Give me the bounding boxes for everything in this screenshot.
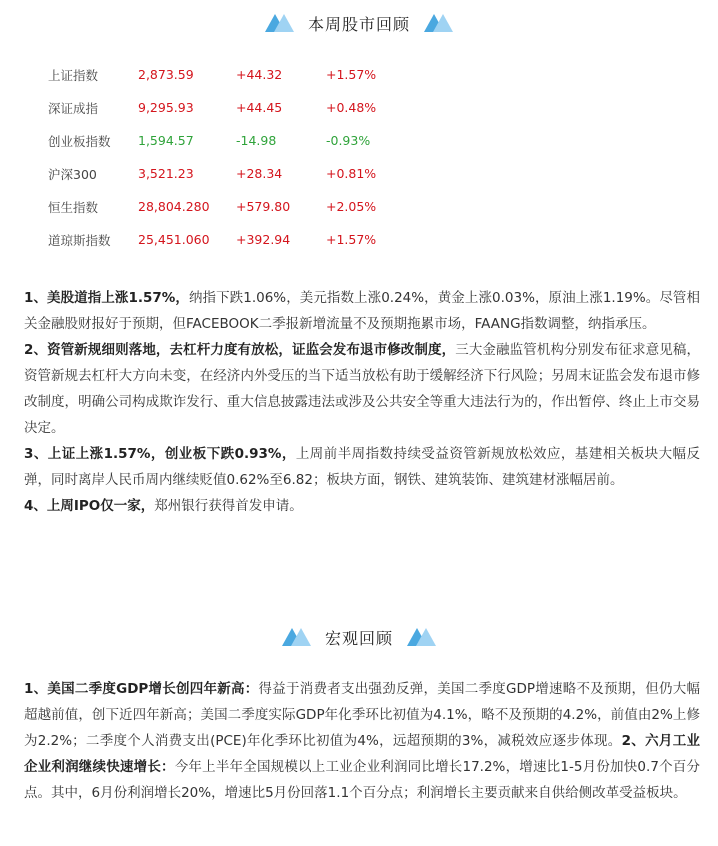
triangle-icon xyxy=(282,628,311,646)
index-name: 上证指数 xyxy=(48,67,99,83)
macro-news xyxy=(24,676,700,806)
news-headline: 3、上证上涨1.57%，创业板下跌0.93%， xyxy=(24,446,296,462)
news-headline: 1、美股道指上涨1.57%， xyxy=(24,290,189,306)
index-change: +392.94 xyxy=(236,232,291,247)
market-row xyxy=(30,124,690,157)
index-value: 9,295.93 xyxy=(138,100,194,115)
news-headline: 2、资管新规细则落地，去杠杆力度有放松，证监会发布退市修改制度， xyxy=(24,342,456,358)
index-pct: +1.57% xyxy=(326,67,377,82)
market-table xyxy=(30,58,690,256)
macro-headline-1: 1、美国二季度GDP增长创四年新高： xyxy=(24,681,259,697)
macro-section-header xyxy=(0,622,718,652)
macro-section-title: 宏观回顾 xyxy=(324,628,393,648)
news-item xyxy=(24,493,700,519)
news-body: 郑州银行获得首发申请。 xyxy=(154,498,303,514)
index-value: 28,804.280 xyxy=(138,199,210,214)
index-pct: -0.93% xyxy=(326,133,371,148)
market-row xyxy=(30,58,690,91)
index-value: 1,594.57 xyxy=(138,133,194,148)
triangle-icon xyxy=(265,14,294,32)
macro-headline-2: 2、六月工业企业利润继续快速增长： xyxy=(24,733,700,775)
index-pct: +0.81% xyxy=(326,166,377,181)
news-body: 纳指下跌1.06%，美元指数上涨0.24%，黄金上涨0.03%，原油上涨1.19%。尽管相关金融股财报好于预期，但FACEBOOK二季报新增流量不及预期拖累市场，FAANG指数调整，纳指承压。 xyxy=(24,290,701,332)
index-change: -14.98 xyxy=(236,133,277,148)
index-name: 道琼斯指数 xyxy=(48,232,111,248)
index-pct: +0.48% xyxy=(326,100,377,115)
macro-body-1: 得益于消费者支出强劲反弹，美国二季度GDP增速略不及预期，但仍大幅超越前值，创下近四年新高；美国二季度实际GDP年化季环比初值为4.1%，略不及预期的4.2%，前值由2%上修为2.2%；二季度个人消费支出(PCE)年化季环比初值为4%，远超预期的3%，减税效应逐步体现。 xyxy=(24,681,700,749)
index-change: +44.32 xyxy=(236,67,283,82)
index-change: +579.80 xyxy=(236,199,291,214)
news-body: 三大金融监管机构分别发布征求意见稿，资管新规去杠杆大方向未变，在经济内外受压的当下适当放松有助于缓解经济下行风险；另周末证监会发布退市修改制度，明确公司构成欺诈发行、重大信息披露违法或涉及公共安全等重大违法行为的，作出暂停、终止上市交易决定。 xyxy=(24,342,700,436)
index-value: 3,521.23 xyxy=(138,166,194,181)
market-row xyxy=(30,190,690,223)
index-pct: +1.57% xyxy=(326,232,377,247)
market-row xyxy=(30,223,690,256)
news-item xyxy=(24,441,700,493)
macro-item xyxy=(24,676,700,806)
news-item xyxy=(24,285,700,337)
index-name: 沪深300 xyxy=(48,166,97,182)
market-section-title: 本周股市回顾 xyxy=(307,14,410,34)
macro-body-2: 今年上半年全国规模以上工业企业利润同比增长17.2%，增速比1-5月份加快0.7个百分点。其中，6月份利润增长20%，增速比5月份回落1.1个百分点；利润增长主要贡献来自供给侧改革受益板块。 xyxy=(24,759,701,801)
index-name: 创业板指数 xyxy=(48,133,111,149)
index-value: 25,451.060 xyxy=(138,232,210,247)
index-change: +28.34 xyxy=(236,166,283,181)
market-row xyxy=(30,157,690,190)
market-news xyxy=(24,285,700,519)
market-row xyxy=(30,91,690,124)
index-change: +44.45 xyxy=(236,100,283,115)
triangle-icon xyxy=(424,14,453,32)
market-section-header xyxy=(0,8,718,38)
news-body: 上周前半周指数持续受益资管新规放松效应，基建相关板块大幅反弹，同时离岸人民币周内继续贬值0.62%至6.82；板块方面，钢铁、建筑装饰、建筑建材涨幅居前。 xyxy=(24,446,700,488)
triangle-icon xyxy=(407,628,436,646)
news-item xyxy=(24,337,700,441)
news-headline: 4、上周IPO仅一家， xyxy=(24,498,155,514)
index-name: 恒生指数 xyxy=(48,199,99,215)
index-value: 2,873.59 xyxy=(138,67,194,82)
index-pct: +2.05% xyxy=(326,199,377,214)
index-name: 深证成指 xyxy=(48,100,99,116)
